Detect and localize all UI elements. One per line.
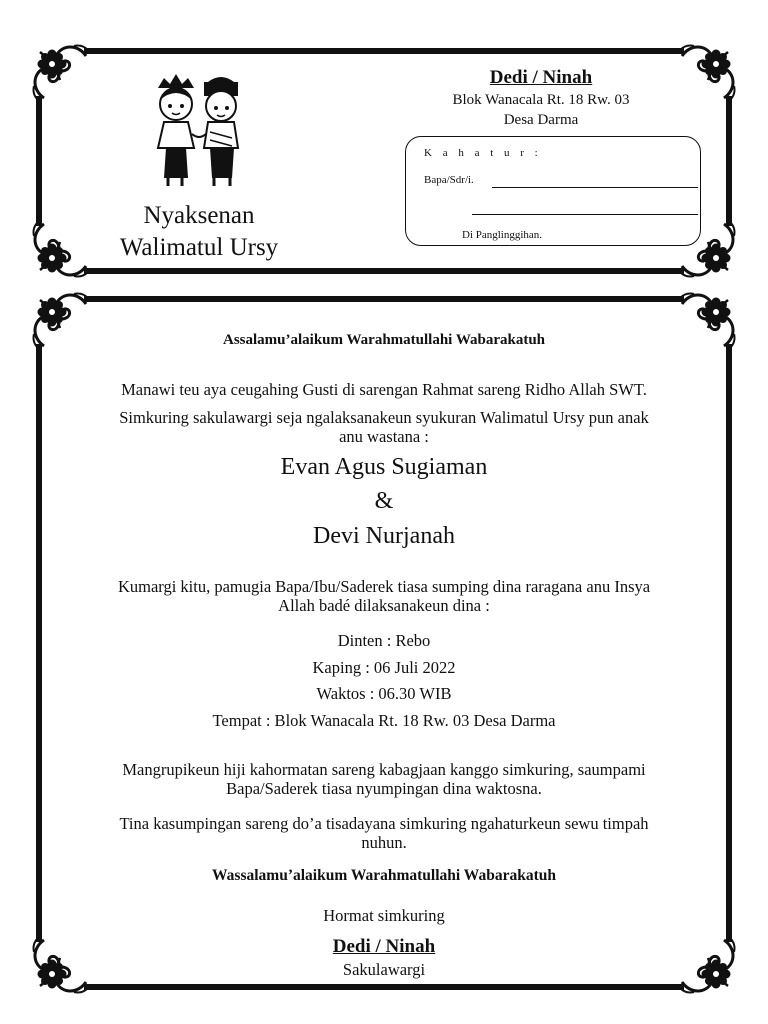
recipient-address-box xyxy=(405,136,701,246)
corner-flourish-icon xyxy=(26,38,100,112)
family-label: Sakulawargi xyxy=(342,960,426,979)
announcement-line2: anu wastana : xyxy=(339,427,429,446)
sender-address-line1: Blok Wanacala Rt. 18 Rw. 03 xyxy=(452,92,630,108)
event-place: Tempat : Blok Wanacala Rt. 18 Rw. 03 Desa Darma xyxy=(212,711,556,730)
event-time: Waktos : 06.30 WIB xyxy=(316,684,452,703)
thanks-paragraph xyxy=(50,814,718,852)
invitation-card xyxy=(36,296,732,990)
bride-groom-illustration xyxy=(144,70,254,192)
closing-greeting: Wassalamu’alaikum Warahmatullahi Wabarakatuh xyxy=(212,867,556,884)
ampersand: & xyxy=(374,488,394,514)
cover-title-line1: Nyaksenan xyxy=(143,202,255,229)
greeting: Assalamu’alaikum Warahmatullahi Wabarakatuh xyxy=(222,332,546,348)
sender-address-line2: Desa Darma xyxy=(503,112,579,128)
border-bottom xyxy=(84,984,684,990)
thanks-line2: nuhun. xyxy=(361,833,407,852)
invite-line2: Allah badé dilaksanakeun dina : xyxy=(278,596,490,615)
recipient-name-line xyxy=(492,187,698,188)
cover-title-line2: Walimatul Ursy xyxy=(119,234,279,261)
border-left xyxy=(36,96,42,226)
corner-flourish-icon xyxy=(26,210,100,284)
announcement-line1: Simkuring sakulawargi seja ngalaksanakeun syukuran Walimatul Ursy pun anak xyxy=(119,408,649,427)
border-right xyxy=(726,96,732,226)
regards: Hormat simkuring xyxy=(323,906,445,925)
corner-flourish-icon xyxy=(668,38,742,112)
bride-name: Devi Nurjanah xyxy=(313,523,455,549)
event-date: Kaping : 06 Juli 2022 xyxy=(312,658,456,677)
groom-name: Evan Agus Sugiaman xyxy=(280,454,488,480)
honor-line2: Bapa/Saderek tiasa nyumpingan dina waktosna. xyxy=(226,779,542,798)
cover-card xyxy=(36,48,732,274)
thanks-line1: Tina kasumpingan sareng do’a tisadayana simkuring ngahaturkeun sewu timpah xyxy=(119,814,649,833)
border-left xyxy=(36,344,42,942)
cover-title xyxy=(96,200,302,264)
signature-name: Dedi / Ninah xyxy=(332,936,436,957)
invite-paragraph xyxy=(50,577,718,615)
border-top xyxy=(84,296,684,302)
recipient-label: Bapa/Sdr/i. xyxy=(424,174,474,186)
event-day: Dinten : Rebo xyxy=(337,631,431,650)
kahatur-label: K a h a t u r : xyxy=(424,147,542,159)
invite-line1: Kumargi kitu, pamugia Bapa/Ibu/Saderek tiasa sumping dina raragana anu Insya xyxy=(117,577,651,596)
border-right xyxy=(726,344,732,942)
announcement-paragraph xyxy=(50,408,718,446)
sender-name: Dedi / Ninah xyxy=(489,67,593,88)
opening-paragraph: Manawi teu aya ceugahing Gusti di sarengan Rahmat sareng Ridho Allah SWT. xyxy=(121,380,647,399)
honor-paragraph xyxy=(50,760,718,798)
sender-block xyxy=(416,66,666,130)
border-top xyxy=(84,48,684,54)
border-bottom xyxy=(84,268,684,274)
honor-line1: Mangrupikeun hiji kahormatan sareng kabagjaan kanggo simkuring, saumpami xyxy=(122,760,646,779)
location-label: Di Panglinggihan. xyxy=(462,229,543,241)
recipient-extra-line xyxy=(472,214,698,215)
